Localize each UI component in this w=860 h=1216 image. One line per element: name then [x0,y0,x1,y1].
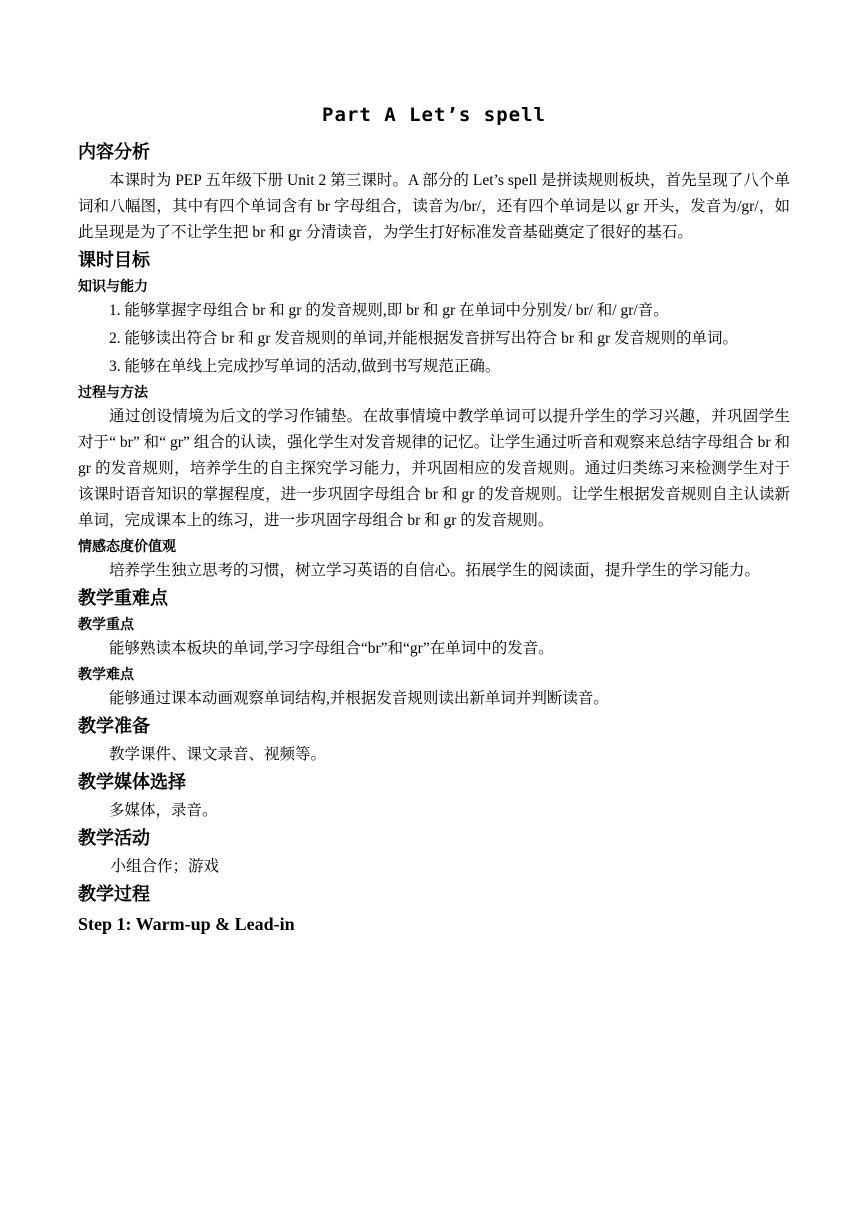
subheading-emotion: 情感态度价值观 [78,539,176,555]
preparation-text: 教学课件、课文录音、视频等。 [109,746,327,763]
heading-content-analysis: 内容分析 [78,142,150,163]
heading-activities: 教学活动 [78,828,150,849]
heading-procedure: 教学过程 [78,884,150,905]
heading-media: 教学媒体选择 [78,772,186,793]
content-analysis-text: 本课时为 PEP 五年级下册 Unit 2 第三课时。A 部分的 Let’s spell 是拼读规则板块，首先呈现了八个单词和八幅图，其中有四个单词含有 br 字母组合，读音为/br/，还有四个单词是以 gr 开头，发音为/gr/，如此呈现是为了不让学生把 br 和 gr 分清读音，为学生打好标准发音基础奠定了很好的基石。 [78,172,790,241]
emotion-text: 培养学生独立思考的习惯，树立学习英语的自信心。拓展学生的阅读面，提升学生的学习能力。 [109,562,761,579]
subheading-process: 过程与方法 [78,385,148,401]
heading-preparation: 教学准备 [78,716,150,737]
knowledge-item-3: 3. 能够在单线上完成抄写单词的活动,做到书写规范正确。 [109,358,501,375]
subheading-focus: 教学重点 [78,617,134,633]
step-1-heading: Step 1: Warm-up & Lead-in [78,914,295,934]
heading-objectives: 课时目标 [78,250,150,271]
subheading-difficulty: 教学难点 [78,667,134,683]
document-title: Part A Let’s spell [322,104,546,126]
activities-text: 小组合作；游戏 [110,858,220,875]
knowledge-item-2: 2. 能够读出符合 br 和 gr 发音规则的单词,并能根据发音拼写出符合 br 和 gr 发音规则的单词。 [109,330,739,347]
focus-text: 能够熟读本板块的单词,学习字母组合“br”和“gr”在单词中的发音。 [109,640,554,657]
difficulty-text: 能够通过课本动画观察单词结构,并根据发音规则读出新单词并判断读音。 [109,690,609,707]
media-text: 多媒体，录音。 [109,802,218,819]
process-text: 通过创设情境为后文的学习作铺垫。在故事情境中教学单词可以提升学生的学习兴趣，并巩固学生对于“ br” 和“ gr” 组合的认读，强化学生对发音规律的记忆。让学生通过听音和观察来总结字母组合 br 和 gr 的发音规则，培养学生的自主探究学习能力，并巩固相应的发音规则。通过归类练习来检测学生对于该课时语音知识的掌握程度，进一步巩固字母组合 br 和 gr 的发音规则。让学生根据发音规则自主认读新单词，完成课本上的练习，进一步巩固字母组合 br 和 gr 的发音规则。 [78,408,790,529]
heading-key-points: 教学重难点 [78,588,168,609]
document-page [78,104,790,938]
subheading-knowledge: 知识与能力 [78,279,148,295]
knowledge-item-1: 1. 能够掌握字母组合 br 和 gr 的发音规则,即 br 和 gr 在单词中分别发/ br/ 和/ gr/音。 [109,302,669,319]
